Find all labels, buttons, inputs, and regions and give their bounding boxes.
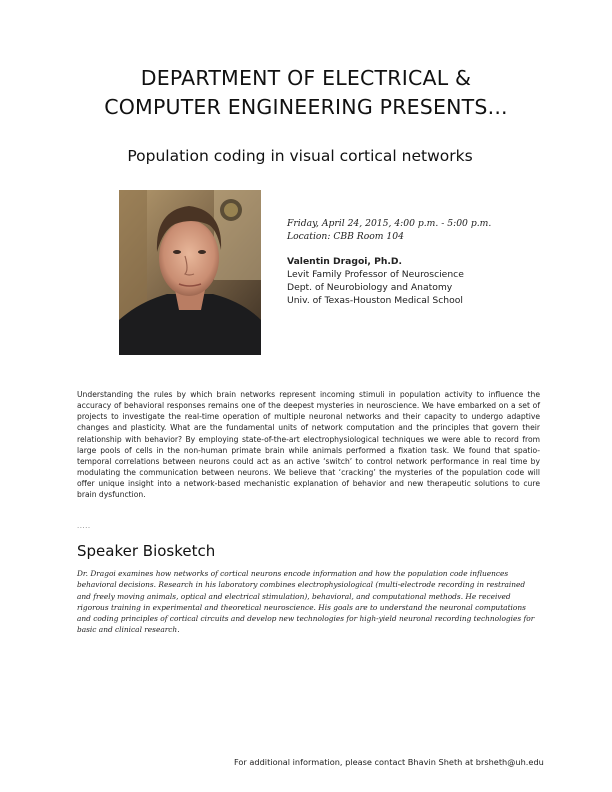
speaker-name: Valentin Dragoi, Ph.D. bbox=[287, 256, 402, 267]
speaker-institution: Univ. of Texas-Houston Medical School bbox=[287, 295, 463, 306]
speaker-photo bbox=[119, 190, 261, 355]
biosketch-heading: Speaker Biosketch bbox=[77, 542, 216, 560]
biosketch-text: Dr. Dragoi examines how networks of cortical neurons encode information and how the population code influences behavioral decisions. Research in his laboratory combines electrophysiological (multi-electrode recording in restrained and freely moving animals, optical and electrical stimulation), behavioral, and computational methods. He received rigorous training in experimental and theoretical neuroscience. His goals are to understand the neuronal computations and coding principles of cortical circuits and develop new technologies for high-yield neuronal recording technologies for basic and clinical research. bbox=[77, 569, 535, 635]
section-separator: ····· bbox=[77, 524, 91, 532]
talk-abstract: Understanding the rules by which brain networks represent incoming stimuli in population activity to influence the accuracy of behavioral responses remains one of the deepest mysteries in neuroscience. We have embarked on a set of projects to investigate the real-time operation of multiple neuronal networks and their capacity to undergo adaptive changes and plasticity. What are the fundamental units of network computation and the principles that govern their relationship with behavior? By employing state-of-the-art electrophysiological techniques we were able to record from large pools of cells in the non-human primate brain while animals performed a fixation task. We found that spatio-temporal correlations between neurons could act as an active ‘switch’ to control network performance in real time by modulating the communication between neurons. We believe that ‘cracking’ the mysteries of the population code will offer unique insight into a network-based mechanistic explanation of behavior and new therapeutic solutions to cure brain dysfunction. bbox=[77, 390, 540, 500]
event-location: Location: CBB Room 104 bbox=[287, 231, 404, 242]
speaker-title: Levit Family Professor of Neuroscience bbox=[287, 269, 464, 280]
event-datetime: Friday, April 24, 2015, 4:00 p.m. - 5:00 p.m. bbox=[287, 218, 492, 229]
header-line-2: COMPUTER ENGINEERING PRESENTS... bbox=[104, 95, 508, 119]
speaker-portrait-icon bbox=[119, 190, 261, 355]
header-line-1: DEPARTMENT OF ELECTRICAL & bbox=[140, 66, 472, 90]
talk-title: Population coding in visual cortical networks bbox=[127, 147, 473, 165]
speaker-department: Dept. of Neurobiology and Anatomy bbox=[287, 282, 453, 293]
event-details bbox=[287, 217, 577, 307]
department-header bbox=[0, 64, 612, 122]
contact-footer: For additional information, please contact Bhavin Sheth at brsheth@uh.edu bbox=[234, 757, 544, 767]
